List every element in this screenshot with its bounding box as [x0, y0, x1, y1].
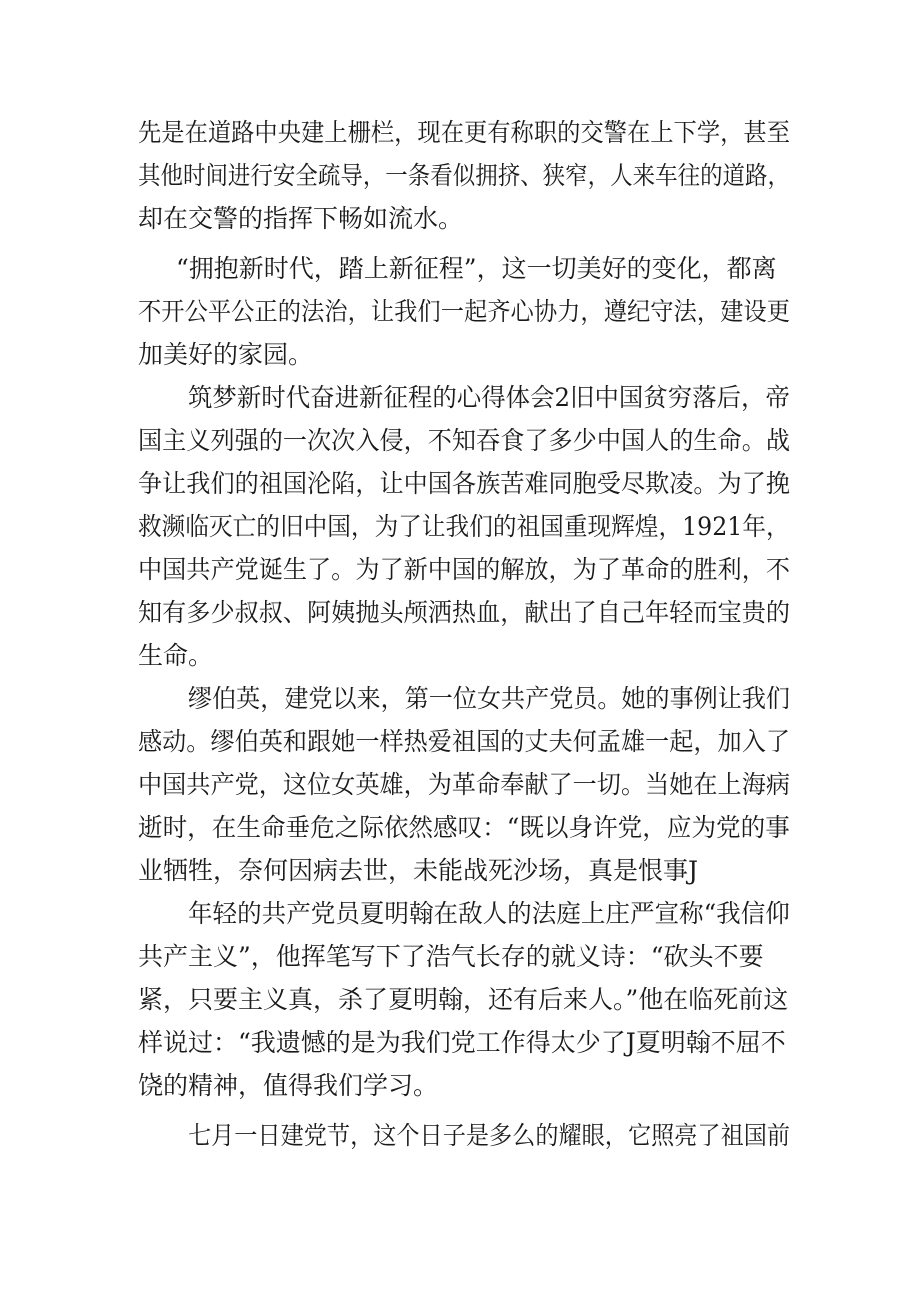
- text-line: 加美好的家园。: [138, 340, 314, 369]
- text-line: 年轻的共产党员夏明翰在敌人的法庭上庄严宣称“我信仰: [188, 899, 790, 928]
- text-line: 其他时间进行安全疏导，一条看似拥挤、狭窄，人来车往的道路，: [138, 161, 791, 190]
- text-line: 知有多少叔叔、阿姨抛头颅洒热血，献出了自己年轻而宝贵的: [138, 598, 790, 627]
- text-line: 不开公平公正的法治，让我们一起齐心协力，遵纪守法，建设更: [138, 297, 790, 326]
- text-line: 救濒临灭亡的旧中国，为了让我们的祖国重现辉煌，1921年，: [138, 512, 790, 541]
- text-line: 生命。: [138, 641, 214, 670]
- text-line: 紧，只要主义真，杀了夏明翰，还有后来人。”他在临死前这: [138, 985, 789, 1014]
- text-line: 筑梦新时代奋进新征程的心得体会2旧中国贫穷落后，帝: [188, 383, 790, 412]
- text-line: 中国共产党诞生了。为了新中国的解放，为了革命的胜利，不: [138, 555, 790, 584]
- text-line: 七月一日建党节，这个日子是多么的耀眼，它照亮了祖国前: [188, 1121, 791, 1150]
- text-line: 国主义列强的一次次入侵，不知吞食了多少中国人的生命。战: [138, 426, 790, 455]
- text-line: 饶的精神，值得我们学习。: [138, 1071, 439, 1100]
- text-line: 共产主义”，他挥笔写下了浩气长存的就义诗：“砍头不要: [138, 942, 764, 971]
- text-line: 争让我们的祖国沦陷，让中国各族苦难同胞受尽欺凌。为了挽: [138, 469, 790, 498]
- text-line: 先是在道路中央建上栅栏，现在更有称职的交警在上下学，甚至: [138, 118, 790, 147]
- text-line: 样说过：“我遗憾的是为我们党工作得太少了J夏明翰不屈不: [138, 1028, 786, 1057]
- text-line: 逝时，在生命垂危之际依然感叹：“既以身许党，应为党的事: [138, 813, 790, 842]
- text-line: 缪伯英，建党以来，第一位女共产党员。她的事例让我们: [188, 684, 791, 713]
- text-line: 中国共产党，这位女英雄，为革命奉献了一切。当她在上海病: [138, 770, 790, 799]
- text-line: 业牺牲，奈何因病去世，未能战死沙场，真是恨事J: [138, 856, 699, 885]
- text-line: 感动。缪伯英和跟她一样热爱祖国的丈夫何孟雄一起，加入了: [138, 727, 790, 756]
- text-line: “拥抱新时代，踏上新征程”，这一切美好的变化，都离: [176, 254, 777, 283]
- text-line: 却在交警的指挥下畅如流水。: [138, 204, 464, 233]
